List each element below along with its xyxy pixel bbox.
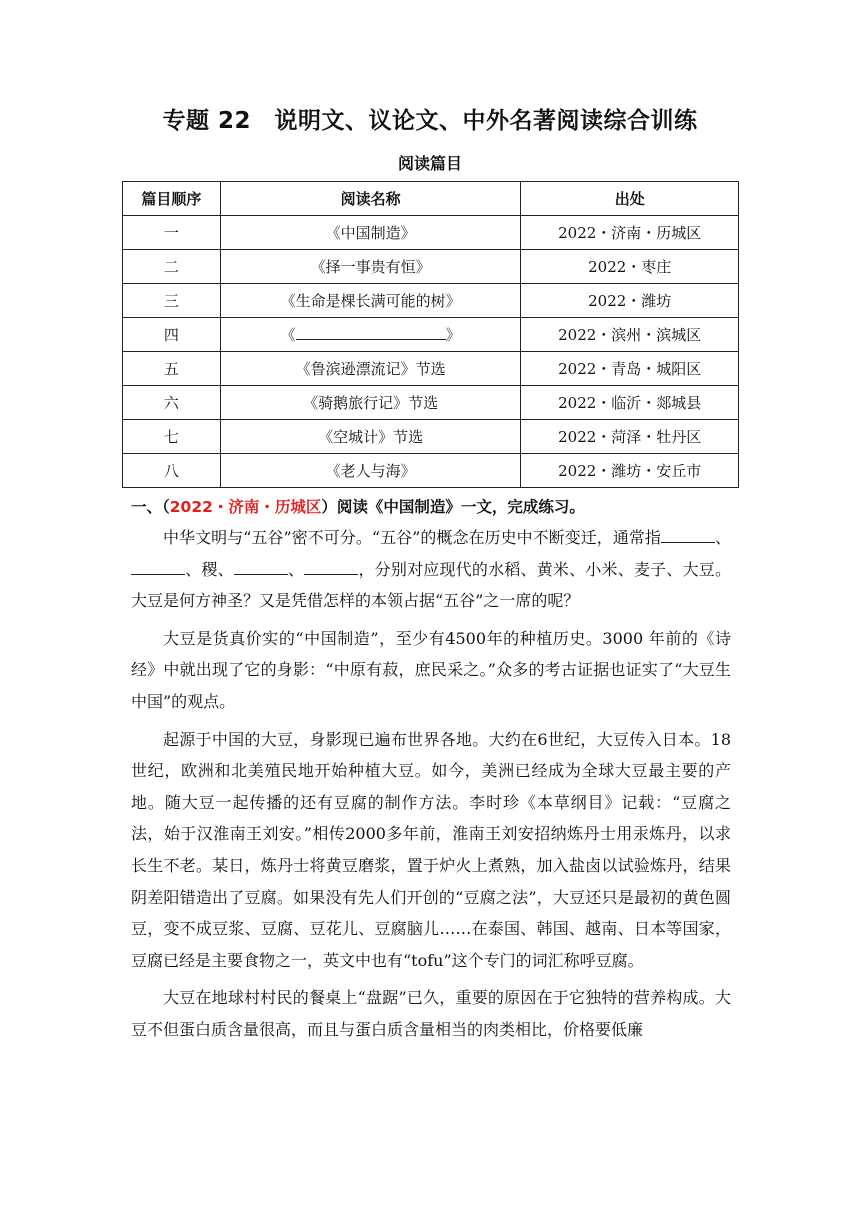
column-header-source: 出处 xyxy=(521,182,739,216)
row-order: 三 xyxy=(123,284,221,318)
row-name-blank xyxy=(220,318,521,352)
table-row xyxy=(123,386,739,420)
reading-list-subtitle: 阅读篇目 xyxy=(397,154,462,173)
page-title: 专题 22 说明文、议论文、中外名著阅读综合训练 xyxy=(162,108,698,134)
row-source: 2022・枣庄 xyxy=(521,250,739,284)
section-heading xyxy=(131,495,585,517)
answer-blank-4[interactable] xyxy=(304,560,358,575)
paragraph-2: 大豆是货真价实的“中国制造”，至少有4500年的种植历史。3000 年前的《诗经》中就出现了它的身影：“中原有菽，庶民采之。”众多的考古证据也证实了“大豆生中国”的观点。 xyxy=(131,628,731,711)
row-source: 2022・菏泽・牡丹区 xyxy=(521,420,739,454)
row-source: 2022・潍坊・安丘市 xyxy=(521,454,739,488)
row-order: 七 xyxy=(123,420,221,454)
column-header-name: 阅读名称 xyxy=(220,182,521,216)
table-row xyxy=(123,216,739,250)
answer-blank-1[interactable] xyxy=(661,528,715,543)
row-order: 一 xyxy=(123,216,221,250)
column-header-order: 篇目顺序 xyxy=(123,182,221,216)
paragraph-1 xyxy=(131,522,731,617)
separator: 、 xyxy=(714,528,731,547)
table-header-row xyxy=(123,182,739,216)
row-source: 2022・潍坊 xyxy=(521,284,739,318)
separator: 、 xyxy=(287,559,305,579)
answer-blank-2[interactable] xyxy=(131,560,185,575)
row-source: 2022・滨州・滨城区 xyxy=(521,318,739,352)
row-order: 八 xyxy=(123,454,221,488)
table-row xyxy=(123,250,739,284)
paragraph-3: 起源于中国的大豆，身影现已遍布世界各地。大约在6世纪，大豆传入日本。18世纪，欧洲和北美殖民地开始种植大豆。如今，美洲已经成为全球大豆最主要的产地。随大豆一起传播的还有豆腐的制作方法。李时珍《本草纲目》记载：“豆腐之法，始于汉淮南王刘安。”相传2000多年前，淮南王刘安招纳炼丹士用汞炼丹，以求长生不老。某日，炼丹士将黄豆磨浆，置于炉火上煮熟，加入盐卤以试验炼丹，结果阴差阳错造出了豆腐。如果没有先人们开创的“豆腐之法”，大豆还只是最初的黄色圆豆，变不成豆浆、豆腐、豆花儿、豆腐脑儿……在泰国、韩国、越南、日本等国家，豆腐已经是主要食物之一，英文中也有“tofu”这个专门的词汇称呼豆腐。 xyxy=(131,729,731,970)
row-order: 二 xyxy=(123,250,221,284)
answer-blank-3[interactable] xyxy=(234,560,288,575)
row-order: 六 xyxy=(123,386,221,420)
row-name: 《老人与海》 xyxy=(220,454,521,488)
row-source: 2022・济南・历城区 xyxy=(521,216,739,250)
paragraph-1-text: 中华文明与“五谷”密不可分。“五谷”的概念在历史中不断变迁，通常指 xyxy=(163,528,661,547)
table-row xyxy=(123,420,739,454)
row-name: 《骑鹅旅行记》节选 xyxy=(220,386,521,420)
row-order: 五 xyxy=(123,352,221,386)
row-name: 《中国制造》 xyxy=(220,216,521,250)
table-row xyxy=(123,454,739,488)
paragraph-4: 大豆在地球村村民的餐桌上“盘踞”已久，重要的原因在于它独特的营养构成。大豆不但蛋白质含量很高，而且与蛋白质含量相当的肉类相比，价格要低廉 xyxy=(131,988,731,1039)
row-name: 《鲁滨逊漂流记》节选 xyxy=(220,352,521,386)
row-order: 四 xyxy=(123,318,221,352)
row-source: 2022・临沂・郯城县 xyxy=(521,386,739,420)
paragraph-1-text-continued: ，分别对应现代的水稻、黄米、小米、麦子、大豆。大豆是何方神圣？又是凭借怎样的本领占据“五谷”之一席的呢？ xyxy=(131,559,731,611)
row-name: 《生命是棵长满可能的树》 xyxy=(220,284,521,318)
title-blank-line xyxy=(296,324,446,340)
separator: 、稷、 xyxy=(185,559,234,579)
name-close-bracket: 》 xyxy=(445,326,461,344)
row-name: 《择一事贵有恒》 xyxy=(220,250,521,284)
table-row xyxy=(123,284,739,318)
table-row xyxy=(123,352,739,386)
reading-list-table xyxy=(122,181,739,488)
section-suffix: ）阅读《中国制造》一文，完成练习。 xyxy=(321,498,585,516)
table-row xyxy=(123,318,739,352)
row-source: 2022・青岛・城阳区 xyxy=(521,352,739,386)
section-source: 2022・济南・历城区 xyxy=(169,498,322,516)
article-body xyxy=(131,522,731,1052)
row-name: 《空城计》节选 xyxy=(220,420,521,454)
name-open-bracket: 《 xyxy=(280,326,296,344)
section-prefix: 一、（ xyxy=(131,498,170,516)
